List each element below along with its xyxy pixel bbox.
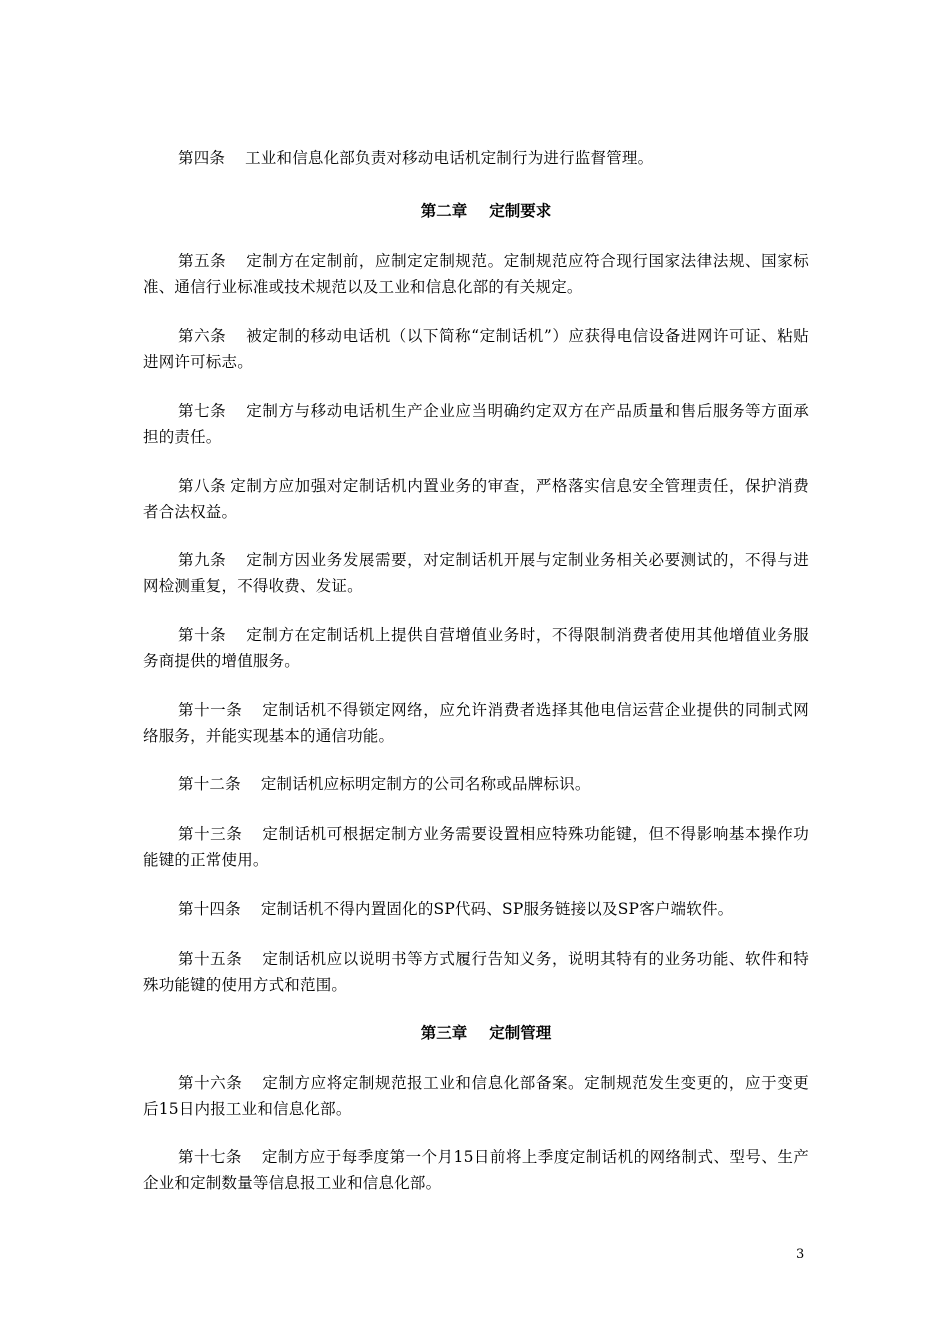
article-number: 第十四条	[178, 900, 241, 918]
page-number: 3	[796, 1247, 805, 1262]
article-4	[143, 145, 809, 171]
article-number: 第十七条	[178, 1148, 242, 1166]
chapter-heading-3	[143, 1020, 819, 1046]
article-number: 第四条	[178, 149, 226, 167]
article-text: 定制话机应以说明书等方式履行告知义务，说明其特有的业务功能、软件和特殊功能键的使用方式和范围。	[143, 950, 809, 994]
article-number: 第十一条	[178, 701, 243, 719]
article-6	[143, 323, 809, 375]
article-number: 第九条	[178, 551, 227, 569]
chapter-number: 第二章	[420, 201, 468, 220]
article-number: 第五条	[178, 252, 227, 270]
article-text: 定制话机不得锁定网络，应允许消费者选择其他电信运营企业提供的同制式网络服务，并能实现基本的通信功能。	[143, 701, 809, 745]
article-5	[143, 248, 809, 300]
article-10	[143, 622, 809, 674]
article-7	[143, 398, 809, 450]
article-number: 第十二条	[178, 775, 241, 793]
article-16	[143, 1070, 809, 1122]
article-number: 第七条	[178, 402, 227, 420]
article-8	[143, 473, 809, 525]
article-text: 定制话机不得内置固化的SP代码、SP服务链接以及SP客户端软件。	[260, 900, 734, 918]
article-text: 定制方应于每季度第一个月15日前将上季度定制话机的网络制式、型号、生产企业和定制数量等信息报工业和信息化部。	[143, 1148, 809, 1192]
article-14	[143, 896, 809, 922]
article-15	[143, 946, 809, 998]
article-9	[143, 547, 809, 599]
article-number: 第十六条	[178, 1074, 243, 1092]
article-number: 第八条	[178, 477, 227, 495]
article-number: 第十条	[178, 626, 227, 644]
article-number: 第十三条	[178, 825, 243, 843]
article-number: 第十五条	[178, 950, 243, 968]
article-text: 定制话机可根据定制方业务需要设置相应特殊功能键，但不得影响基本操作功能键的正常使用。	[143, 825, 809, 869]
article-text: 工业和信息化部负责对移动电话机定制行为进行监督管理。	[245, 149, 654, 167]
chapter-number: 第三章	[420, 1023, 468, 1042]
article-text: 定制方因业务发展需要，对定制话机开展与定制业务相关必要测试的，不得与进网检测重复，不得收费、发证。	[143, 551, 809, 595]
article-text: 定制方在定制前，应制定定制规范。定制规范应符合现行国家法律法规、国家标准、通信行业标准或技术规范以及工业和信息化部的有关规定。	[143, 252, 809, 296]
article-text: 被定制的移动电话机（以下简称“定制话机”）应获得电信设备进网许可证、粘贴进网许可标志。	[143, 327, 809, 371]
article-text: 定制方应加强对定制话机内置业务的审查，严格落实信息安全管理责任，保护消费者合法权益。	[143, 477, 809, 521]
article-17	[143, 1144, 809, 1196]
article-text: 定制方在定制话机上提供自营增值业务时，不得限制消费者使用其他增值业务服务商提供的增值服务。	[143, 626, 809, 670]
article-12	[143, 771, 809, 797]
article-11	[143, 697, 809, 749]
chapter-heading-2	[143, 198, 819, 224]
article-number: 第六条	[178, 327, 227, 345]
article-13	[143, 821, 809, 873]
chapter-title: 定制管理	[489, 1023, 552, 1042]
article-text: 定制方应将定制规范报工业和信息化部备案。定制规范发生变更的，应于变更后15日内报工业和信息化部。	[143, 1074, 809, 1118]
article-text: 定制方与移动电话机生产企业应当明确约定双方在产品质量和售后服务等方面承担的责任。	[143, 402, 809, 446]
chapter-title: 定制要求	[489, 201, 552, 220]
article-text: 定制话机应标明定制方的公司名称或品牌标识。	[260, 775, 591, 793]
